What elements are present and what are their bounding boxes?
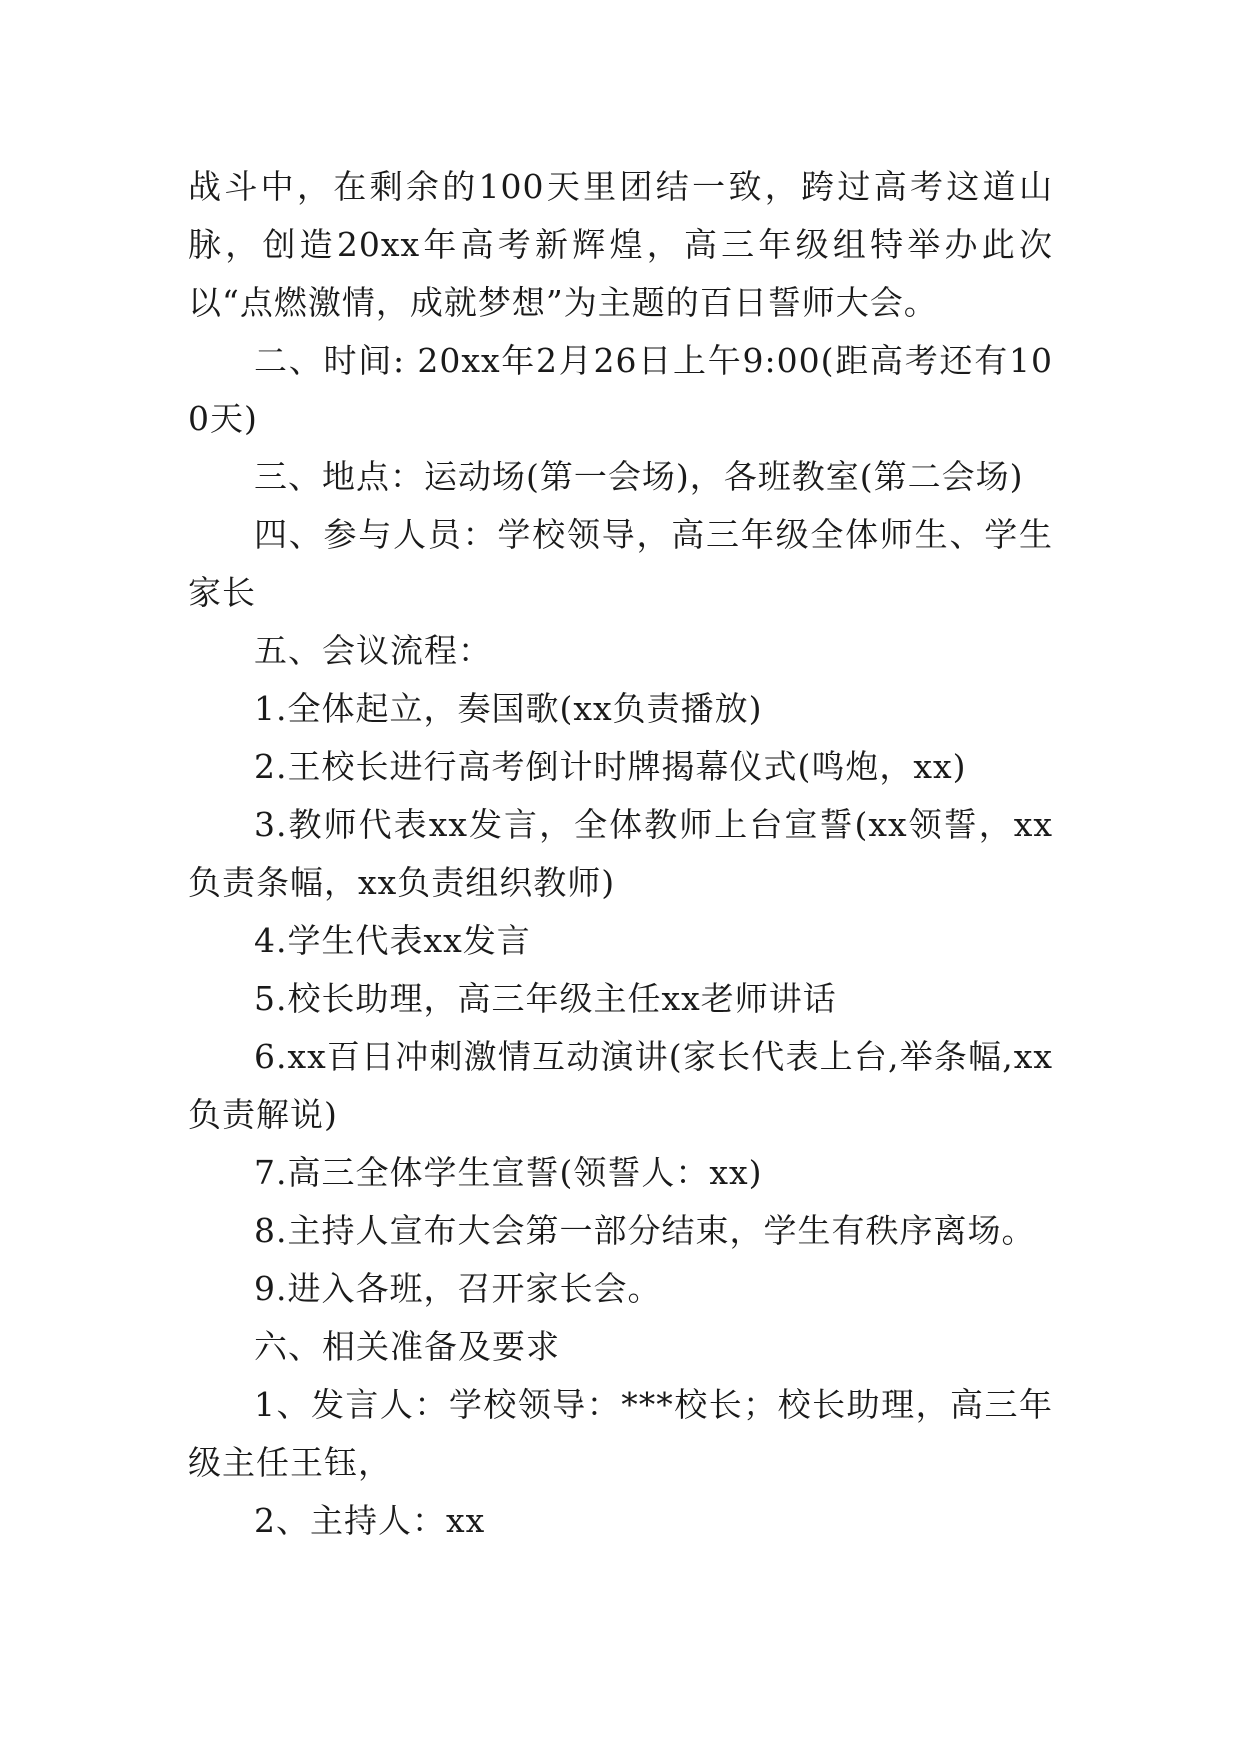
list-item-step-4: 4.学生代表xx发言 <box>254 921 531 960</box>
list-item-step-3: 3.教师代表xx发言，全体教师上台宣誓(xx领誓，xx负责条幅，xx负责组织教师) <box>188 805 1053 902</box>
list-item-prep-1: 1、发言人：学校领导：***校长；校长助理，高三年级主任王钰， <box>188 1385 1053 1482</box>
paragraph-intro: 战斗中，在剩余的100天里团结一致，跨过高考这道山脉，创造20xx年高考新辉煌，高三年级组特举办此次以“点燃激情，成就梦想”为主题的百日誓师大会。 <box>188 167 1053 322</box>
list-item-prep-2: 2、主持人：xx <box>254 1501 486 1540</box>
list-item-step-1: 1.全体起立，奏国歌(xx负责播放) <box>254 689 763 728</box>
paragraph-time: 二、时间: 20xx年2月26日上午9:00(距高考还有100天) <box>188 341 1053 438</box>
list-item-step-9: 9.进入各班，召开家长会。 <box>254 1269 662 1308</box>
section-heading-process: 五、会议流程： <box>254 631 492 670</box>
section-heading-preparation: 六、相关准备及要求 <box>254 1327 560 1366</box>
list-item-step-6: 6.xx百日冲刺激情互动演讲(家长代表上台,举条幅,xx负责解说) <box>188 1037 1053 1134</box>
list-item-step-5: 5.校长助理，高三年级主任xx老师讲话 <box>254 979 837 1018</box>
list-item-step-2: 2.王校长进行高考倒计时牌揭幕仪式(鸣炮，xx) <box>254 747 967 786</box>
document-body <box>188 158 1053 1550</box>
list-item-step-7: 7.高三全体学生宣誓(领誓人：xx) <box>254 1153 763 1192</box>
list-item-step-8: 8.主持人宣布大会第一部分结束，学生有秩序离场。 <box>254 1211 1036 1250</box>
paragraph-place: 三、地点：运动场(第一会场)，各班教室(第二会场) <box>254 457 1024 496</box>
paragraph-participants: 四、参与人员：学校领导，高三年级全体师生、学生家长 <box>188 515 1053 612</box>
